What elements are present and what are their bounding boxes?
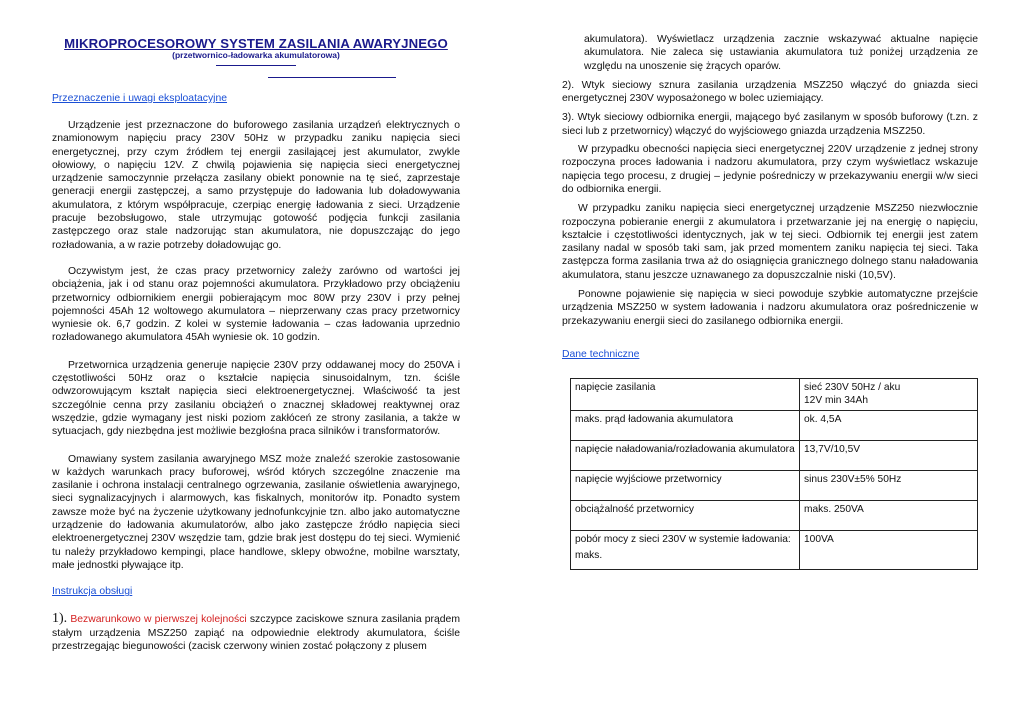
- paragraph-mains-return: Ponowne pojawienie się napięcia w sieci powoduje szybkie automatyczne przejście urządzenia MSZ250 w system ładowania i nadzoru akumulatora oraz pośredniczenie w przekazywaniu energii sieci do zasilanego odbiornika energii.: [562, 289, 978, 327]
- table-cell-value: sinus 230V±5% 50Hz: [800, 470, 978, 500]
- table-row: [571, 440, 978, 470]
- table-cell-key: maks. prąd ładowania akumulatora: [571, 410, 800, 440]
- table-cell-value: maks. 250VA: [800, 500, 978, 530]
- instruction-item-1: [52, 612, 460, 653]
- table-row: [571, 500, 978, 530]
- paragraph-purpose-1: Urządzenie jest przeznaczone do buforowego zasilania urządzeń elektrycznych o znamionowym napięciu pracy 230V 50Hz w przypadku zaniku napięcia sieci energetycznej, przy czym źródłem tej energii zasilającej jest akumulator, zwykle ołowiowy, o napięciu 12V. Z chwilą pojawienia się napięcia sieci energetycznej urządzenie samoczynnie przełącza zasilany obiekt ponownie na tę sieć, zaprzestaje generacji energii zastępczej, a samo przystępuje do ładowania lub doładowywania akumulatora, z którym współpracuje, czerpiąc energię ładowania z sieci. Urządzenie pracuje bezobsługowo, stale utrzymując gotowość podjęcia funkcji zasilania zastępczego oraz stale nadzorując stan akumulatora, nie dopuszczając do jego rozładowania, a w razie potrzeby doładowując go.: [52, 120, 460, 251]
- document-subtitle: (przetwornico-ładowarka akumulatorowa): [172, 50, 340, 60]
- table-cell-value: 13,7V/10,5V: [800, 440, 978, 470]
- instruction-item-2: 2). Wtyk sieciowy sznura zasilania urządzenia MSZ250 włączyć do gniazda sieci energetycznej 230V wyposażonego w bolec uziemiający.: [562, 79, 978, 105]
- table-cell-value: 100VA: [800, 530, 978, 569]
- paragraph-purpose-2: Oczywistym jest, że czas pracy przetwornicy zależy zarówno od wartości jej obciążenia, jak i od stanu oraz pojemności akumulatora. Przykładowo przy obciążeniu przetwornicy odbiornikiem energii pobierającym moc 80W przy 230V i przy pełnej pojemności 45Ah 12 woltowego akumulatora – nieprzerwany czas pracy przetwornicy wyniesie ok. 6,7 godzin. Z kolei w systemie ładowania – czas ładowania uprzednio rozładowanego akumulatora 45Ah wyniesie ok. 10 godzin.: [52, 265, 460, 344]
- right-column: [562, 33, 978, 570]
- table-row: [571, 530, 978, 569]
- instruction-item-3: 3). Wtyk sieciowy odbiornika energii, mającego być zasilanym w sposób buforowy (t.zn. z sieci lub z przetwornicy) włączyć do wyjściowego gniazda urządzenia MSZ250.: [562, 112, 978, 137]
- section-heading-instructions[interactable]: Instrukcja obsługi: [52, 586, 133, 598]
- table-cell-key: napięcie naładowania/rozładowania akumulatora: [571, 440, 800, 470]
- table-cell-value: ok. 4,5A: [800, 410, 978, 440]
- technical-data-table: [570, 378, 978, 570]
- instruction-warning: Bezwarunkowo w pierwszej kolejności: [70, 614, 247, 626]
- table-cell-key: napięcie zasilania: [571, 378, 800, 410]
- table-cell-key: obciążalność przetwornicy: [571, 500, 800, 530]
- document-title: MIKROPROCESOROWY SYSTEM ZASILANIA AWARYJNEGO: [64, 36, 448, 51]
- table-row: [571, 410, 978, 440]
- instruction-number-1: 1).: [52, 611, 68, 627]
- instruction-item-1-continued: akumulatora). Wyświetlacz urządzenia zacznie wskazywać aktualne napięcie akumulatora. Nie zaleca się ustawiania akumulatora tuż poniżej urządzenia ze względu na unoszenie się żrących oparów.: [584, 34, 978, 72]
- left-column: [52, 36, 460, 653]
- paragraph-purpose-4: Omawiany system zasilania awaryjnego MSZ może znaleźć szerokie zastosowanie w każdych warunkach pracy buforowej, wśród których szczególne znaczenie ma zasilanie i ochrona instalacji centralnego ogrzewania, zasilanie oświetlenia awaryjnego, sieci sygnalizacyjnych i alarmowych, kas fiskalnych, monitorów itp. Ponadto system zawsze może być na życzenie użytkowany jednofunkcyjnie tzn. albo jako automatyczne urządzenie do ładowania akumulatorów, albo jako zastępcze źródło napięcia sieci elektroenergetycznej 230V wszędzie tam, gdzie brak jest dostępu do tej sieci. Wymienić tu należy przykładowo kempingi, place handlowe, sklepy obwoźne, mobilne warsztaty, małe jednostki pływające itp.: [52, 453, 460, 571]
- table-row: [571, 470, 978, 500]
- table-cell-key: pobór mocy z sieci 230V w systemie ładowania: maks.: [571, 530, 800, 569]
- title-rule-short: [216, 65, 296, 66]
- section-heading-technical[interactable]: Dane techniczne: [562, 348, 640, 360]
- paragraph-mains-loss: W przypadku zaniku napięcia sieci energetycznej urządzenie MSZ250 niezwłocznie rozpoczyna pobieranie energii z akumulatora i przetwarzanie jej na energię o napięciu, kształcie i częstotliwości identycznych, jak w tej sieci. Odbiornik tej energii jest zatem zasilany nadal w sposób taki sam, jak przed momentem zaniku napięcia tej sieci. Taka zastępcza forma zasilania trwa aż do osiągnięcia granicznego dolnego stanu naładowania akumulatora, stanu jeszcze uznawanego za dopuszczalnie niski (10,5V).: [562, 203, 978, 281]
- section-heading-purpose[interactable]: Przeznaczenie i uwagi eksploatacyjne: [52, 93, 228, 104]
- paragraph-mains-present: W przypadku obecności napięcia sieci energetycznej 220V urządzenie z jednej strony rozpoczyna proces ładowania i nadzoru akumulatora, przy czym wyświetlacz wskazuje napięcia tego procesu, z drugiej – jedynie pośredniczy w przekazywaniu energii w/w sieci do odbiornika energii.: [562, 144, 978, 195]
- instruction-text-1: szczypce zaciskowe sznura zasilania prądem stałym urządzenia MSZ250 zapiąć na odpowiednie elektrody akumulatora, ściśle przestrzegając biegunowości (zacisk czerwony winien zostać połączony z plusem: [52, 614, 460, 652]
- table-cell-key: napięcie wyjściowe przetwornicy: [571, 470, 800, 500]
- paragraph-purpose-3: Przetwornica urządzenia generuje napięcie 230V przy oddawanej mocy do 250VA i częstotliwości 50Hz oraz o kształcie napięcia sinusoidalnym, tzn. ściśle odwzorowującym kształt napięcia sieci elektroenergetycznej. Właściwość ta jest szczególnie cenna przy zasilaniu obciążeń o znacznej składowej reaktywnej oraz wszędzie, gdzie wymagany jest niski poziom zakłóceń ze strony zasilania, a także w sytuacjach, gdy niezbędna jest możliwie bezgłośna praca silników i transformatorów.: [52, 359, 460, 438]
- table-cell-value: sieć 230V 50Hz / aku 12V min 34Ah: [800, 378, 978, 410]
- table-row: [571, 378, 978, 410]
